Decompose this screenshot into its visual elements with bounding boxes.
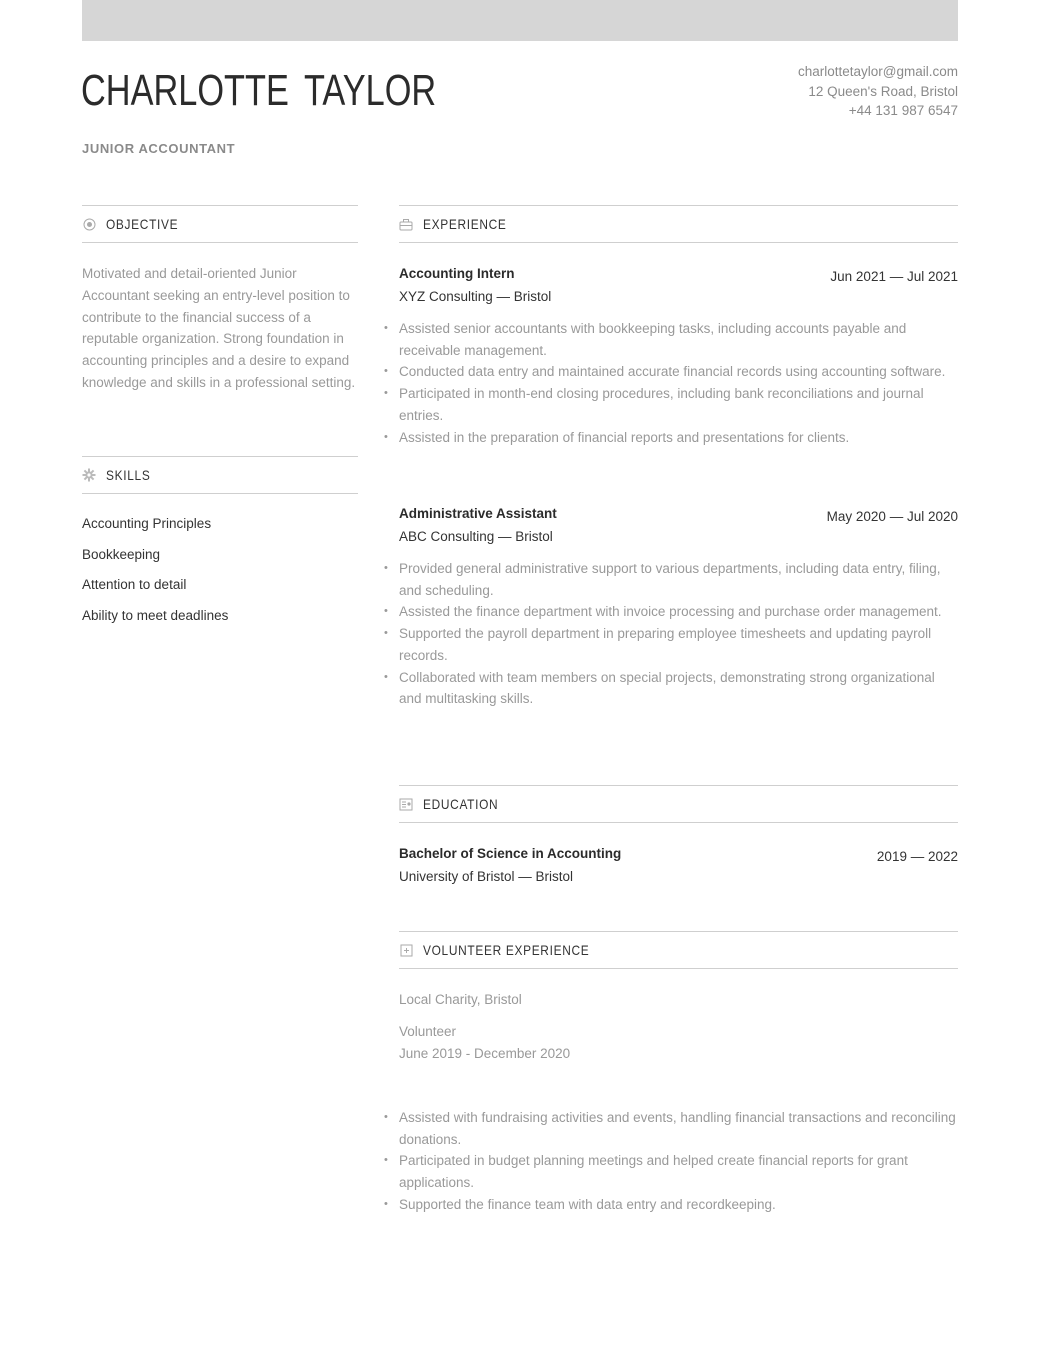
education-dates: 2019 — 2022 <box>876 849 958 864</box>
bullet-item: • Collaborated with team members on special projects, demonstrating strong organizational and multitasking skills. <box>399 667 958 710</box>
skills-list <box>82 514 228 636</box>
job-entry <box>399 266 958 448</box>
contact-phone: +44 131 987 6547 <box>848 103 958 118</box>
section-title: EXPERIENCE <box>423 216 507 232</box>
bullet-item: • Provided general administrative support to various departments, including data entry, filing, and scheduling. <box>399 558 958 601</box>
skill-item: Attention to detail <box>82 577 187 592</box>
briefcase-icon <box>399 217 413 231</box>
skills-header <box>82 456 358 494</box>
contact-address: 12 Queen's Road, Bristol <box>808 83 958 99</box>
contact-block <box>798 62 958 121</box>
volunteer-bullets-block <box>399 1093 958 1216</box>
section-title: SKILLS <box>106 467 151 483</box>
job-title: JUNIOR ACCOUNTANT <box>82 141 236 156</box>
candidate-name: CHARLOTTE TAYLOR <box>81 66 437 115</box>
bullet-item: • Assisted the finance department with invoice processing and purchase order management. <box>399 601 958 623</box>
bullet-item: • Participated in budget planning meetings and helped create financial reports for grant applications. <box>399 1150 958 1193</box>
volunteer-role: Volunteer <box>399 1024 457 1039</box>
bullet-item: • Assisted senior accountants with bookkeeping tasks, including accounts payable and receivable management. <box>399 318 958 361</box>
section-title: VOLUNTEER EXPERIENCE <box>423 942 590 958</box>
job-company: ABC Consulting — Bristol <box>399 529 553 544</box>
bullet-item: • Supported the finance team with data entry and recordkeeping. <box>399 1194 958 1216</box>
header-bar <box>82 0 958 41</box>
school: University of Bristol — Bristol <box>399 869 574 884</box>
skill-item: Bookkeeping <box>82 546 161 562</box>
job-dates: Jun 2021 — Jul 2021 <box>830 269 958 284</box>
objective-text: Motivated and detail-oriented Junior Accountant seeking an entry-level position to contribute to the financial success of a reputable organization. Strong foundation in accounting principles and a desire to expand knowledge and skills in a professional setting. <box>82 266 356 390</box>
bullet-item: • Participated in month-end closing procedures, including bank reconciliations and journal entries. <box>399 383 958 426</box>
bullet-item: • Assisted in the preparation of financial reports and presentations for clients. <box>399 427 958 449</box>
job-dates: May 2020 — Jul 2020 <box>826 509 958 524</box>
bullet-item: • Assisted with fundraising activities and events, handling financial transactions and reconciling donations. <box>399 1107 958 1150</box>
certificate-icon <box>399 797 413 811</box>
volunteer-dates: June 2019 - December 2020 <box>399 1046 571 1061</box>
degree: Bachelor of Science in Accounting <box>399 846 622 861</box>
education-entry <box>399 846 958 884</box>
contact-email[interactable]: charlottetaylor@gmail.com <box>797 64 958 79</box>
job-title: Administrative Assistant <box>399 506 557 521</box>
target-icon <box>82 217 96 231</box>
bullet-item: • Conducted data entry and maintained accurate financial records using accounting software. <box>399 361 958 383</box>
job-bullets <box>399 318 958 448</box>
skill-item: Ability to meet deadlines <box>82 607 229 623</box>
job-company: XYZ Consulting — Bristol <box>399 289 552 304</box>
volunteer-bullets <box>399 1107 958 1216</box>
objective-header <box>82 205 358 243</box>
plus-box-icon <box>399 943 413 957</box>
skill-item: Accounting Principles <box>82 516 212 531</box>
job-bullets <box>399 558 958 710</box>
volunteer-organization: Local Charity, Bristol <box>399 992 522 1007</box>
section-title: OBJECTIVE <box>106 216 179 232</box>
gear-icon <box>82 468 96 482</box>
job-entry <box>399 506 958 710</box>
job-title: Accounting Intern <box>399 266 515 281</box>
bullet-item: • Supported the payroll department in preparing employee timesheets and updating payroll records. <box>399 623 958 666</box>
section-title: EDUCATION <box>423 796 499 812</box>
education-header <box>399 785 958 823</box>
experience-header <box>399 205 958 243</box>
volunteer-header <box>399 931 958 969</box>
